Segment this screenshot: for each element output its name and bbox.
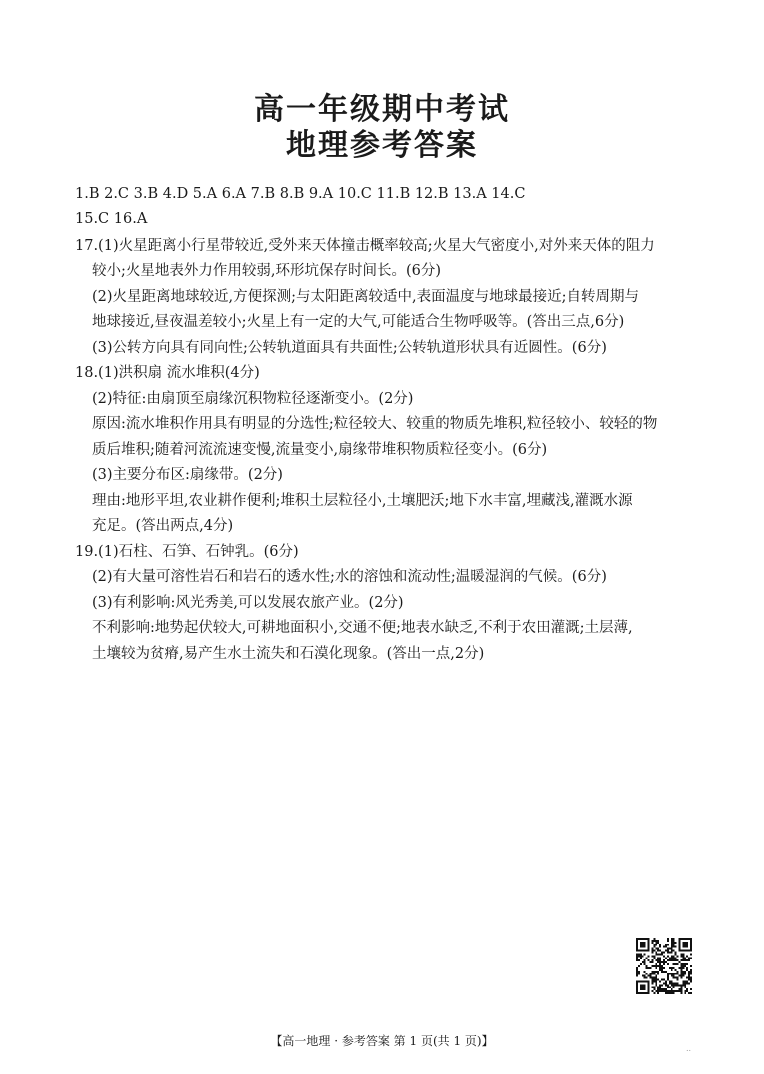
q18-line-7: 充足。(答出两点,4分) xyxy=(92,518,234,534)
q18-line-5: (3)主要分布区:扇缘带。(2分) xyxy=(92,467,283,483)
mc-answers-row-1: 1.B 2.C 3.B 4.D 5.A 6.A 7.B 8.B 9.A 10.C 11.B 12.B 13.A 14.C xyxy=(75,186,526,202)
q17-line-2: 较小;火星地表外力作用较弱,环形坑保存时间长。(6分) xyxy=(92,263,442,279)
q18-line-2: (2)特征:由扇顶至扇缘沉积物粒径逐渐变小。(2分) xyxy=(92,391,414,407)
mc-answers-row-2: 15.C 16.A xyxy=(75,211,148,227)
q18-line-1: 18.(1)洪积扇 流水堆积(4分) xyxy=(75,365,260,381)
q19-line-2: (2)有大量可溶性岩石和岩石的透水性;水的溶蚀和流动性;温暖湿润的气候。(6分) xyxy=(92,569,607,585)
q18-line-3: 原因:流水堆积作用具有明显的分选性;粒径较大、较重的物质先堆积,粒径较小、较轻的物 xyxy=(92,416,658,432)
q18-line-4: 质后堆积;随着河流流速变慢,流量变小,扇缘带堆积物质粒径变小。(6分) xyxy=(92,442,548,458)
q19-line-3: (3)有利影响:风光秀美,可以发展农旅产业。(2分) xyxy=(92,595,404,611)
q18-line-6: 理由:地形平坦,农业耕作便利;堆积土层粒径小,土壤肥沃;地下水丰富,埋藏浅,灌溉水源 xyxy=(92,493,633,509)
q19-line-4: 不利影响:地势起伏较大,可耕地面积小,交通不便;地表水缺乏,不利于农田灌溉;土层薄, xyxy=(92,620,633,636)
q17-line-1: 17.(1)火星距离小行星带较近,受外来天体撞击概率较高;火星大气密度小,对外来天体的阻力 xyxy=(75,238,655,254)
page-footer: 【高一地理 · 参考答案 第 1 页(共 1 页)】 xyxy=(270,1034,494,1048)
q19-line-5: 土壤较为贫瘠,易产生水土流失和石漠化现象。(答出一点,2分) xyxy=(92,646,485,662)
qr-code-icon xyxy=(636,938,692,994)
page-subtitle: 地理参考答案 xyxy=(286,128,478,163)
q19-line-1: 19.(1)石柱、石笋、石钟乳。(6分) xyxy=(75,544,299,560)
page-title: 高一年级期中考试 xyxy=(254,92,510,127)
q17-line-4: 地球接近,昼夜温差较小;火星上有一定的大气,可能适合生物呼吸等。(答出三点,6分) xyxy=(92,314,625,330)
q17-line-5: (3)公转方向具有同向性;公转轨道面具有共面性;公转轨道形状具有近圆性。(6分) xyxy=(92,340,607,356)
q17-line-3: (2)火星距离地球较近,方便探测;与太阳距离较适中,表面温度与地球最接近;自转周期与 xyxy=(92,289,640,305)
corner-mark: .. xyxy=(686,1044,692,1053)
